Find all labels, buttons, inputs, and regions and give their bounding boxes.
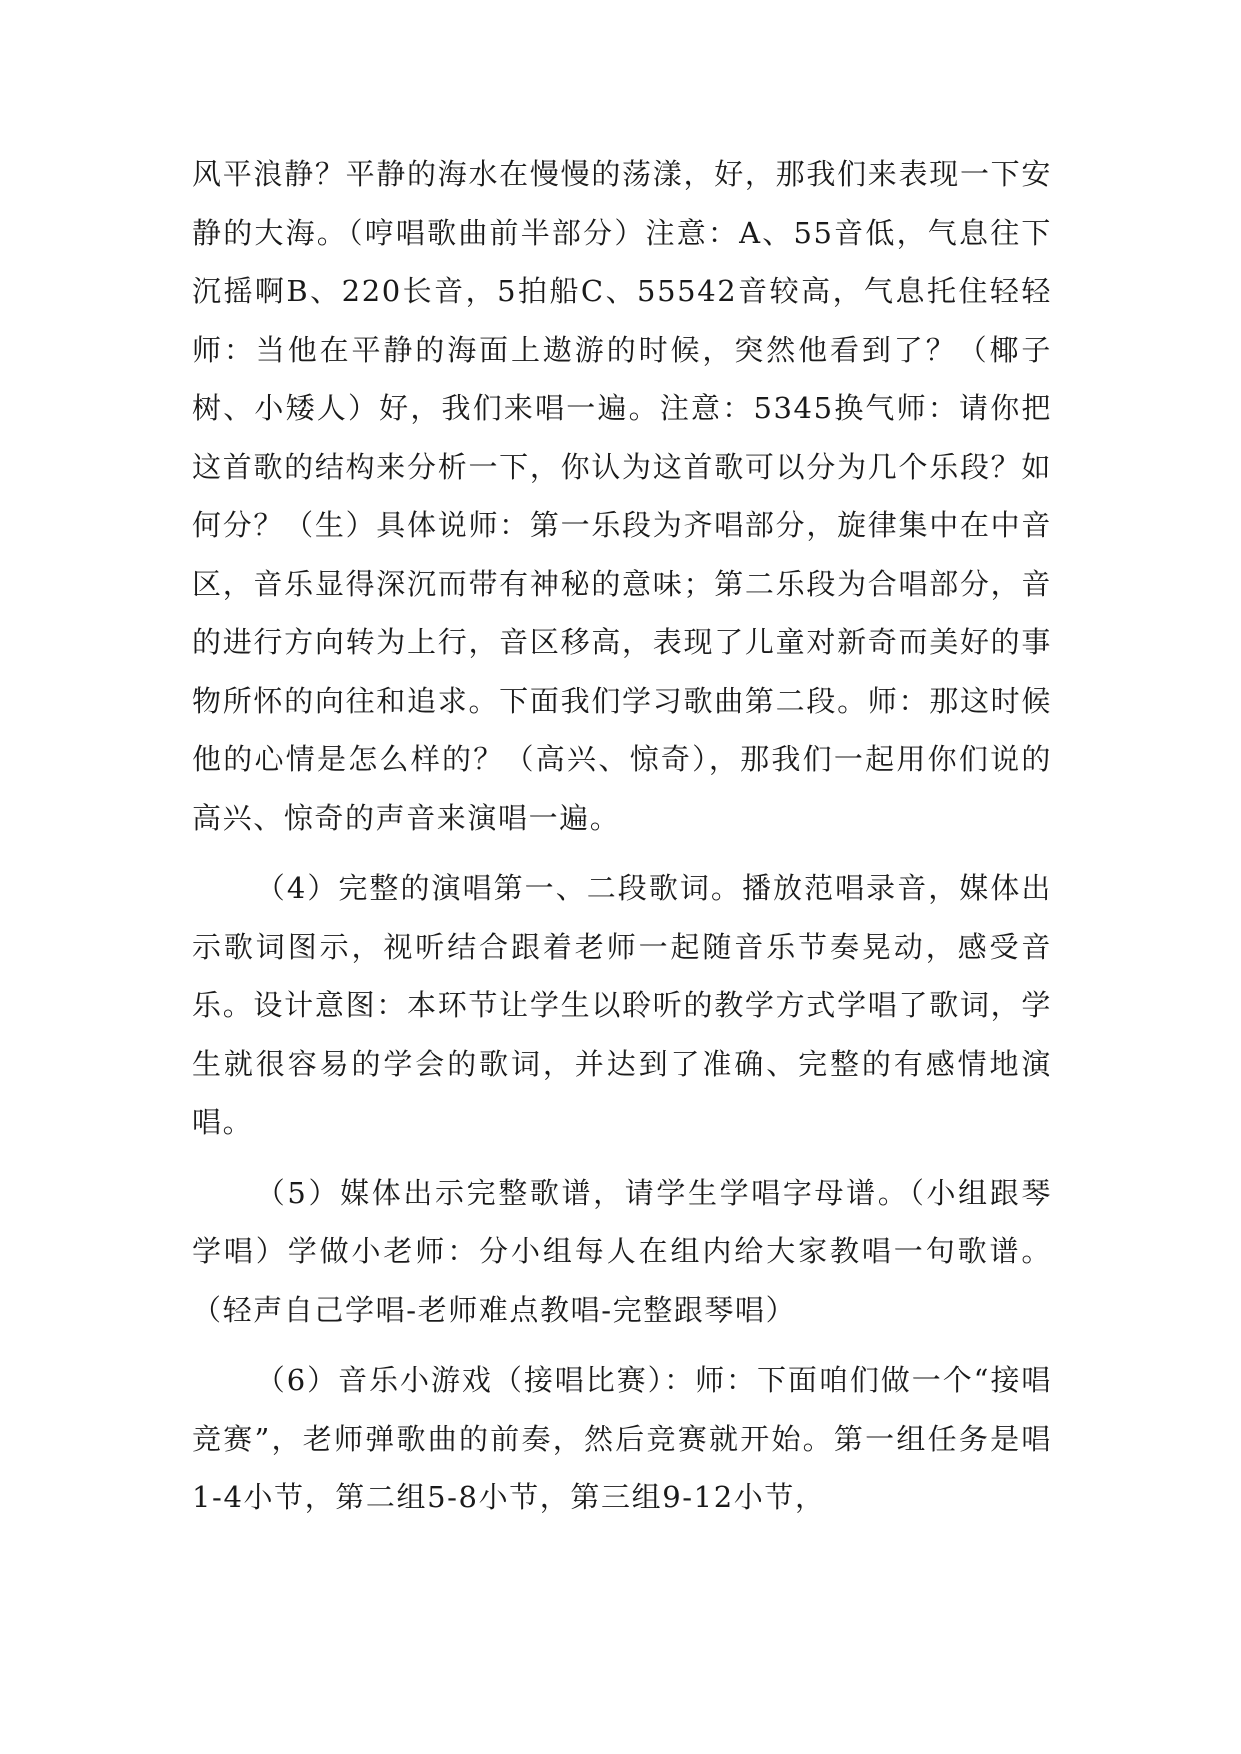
paragraph-step-6: （6）音乐小游戏（接唱比赛）：师：下面咱们做一个“接唱竞赛”，老师弹歌曲的前奏，然后竞赛就开始。第一组任务是唱1-4小节，第二组5-8小节，第三组9-12小节，: [192, 1363, 1052, 1514]
paragraph-step-5: （5）媒体出示完整歌谱，请学生学唱字母谱。（小组跟琴学唱）学做小老师：分小组每人在组内给大家教唱一句歌谱。（轻声自己学唱-老师难点教唱-完整跟琴唱）: [192, 1175, 1052, 1327]
paragraph-lesson-continuation: 风平浪静？平静的海水在慢慢的荡漾，好，那我们来表现一下安静的大海。（哼唱歌曲前半部分）注意：A、55音低，气息往下沉摇啊B、220长音，5拍船C、55542音较高，气息托住轻轻师：当他在平静的海面上遨游的时候，突然他看到了？（椰子树、小矮人）好，我们来唱一遍。注意：5345换气师：请你把这首歌的结构来分析一下，你认为这首歌可以分为几个乐段？如何分？（生）具体说师：第一乐段为齐唱部分，旋律集中在中音区，音乐显得深沉而带有神秘的意味；第二乐段为合唱部分，音的进行方向转为上行，音区移高，表现了儿童对新奇而美好的事物所怀的向往和追求。下面我们学习歌曲第二段。师：那这时候他的心情是怎么样的？（高兴、惊奇），那我们一起用你们说的高兴、惊奇的声音来演唱一遍。: [192, 157, 1052, 835]
paragraph-step-4: （4）完整的演唱第一、二段歌词。播放范唱录音，媒体出示歌词图示，视听结合跟着老师一起随音乐节奏晃动，感受音乐。设计意图：本环节让学生以聆听的教学方式学唱了歌词，学生就很容易的学会的歌词，并达到了准确、完整的有感情地演唱。: [192, 871, 1052, 1139]
document-page: [192, 145, 1052, 1527]
